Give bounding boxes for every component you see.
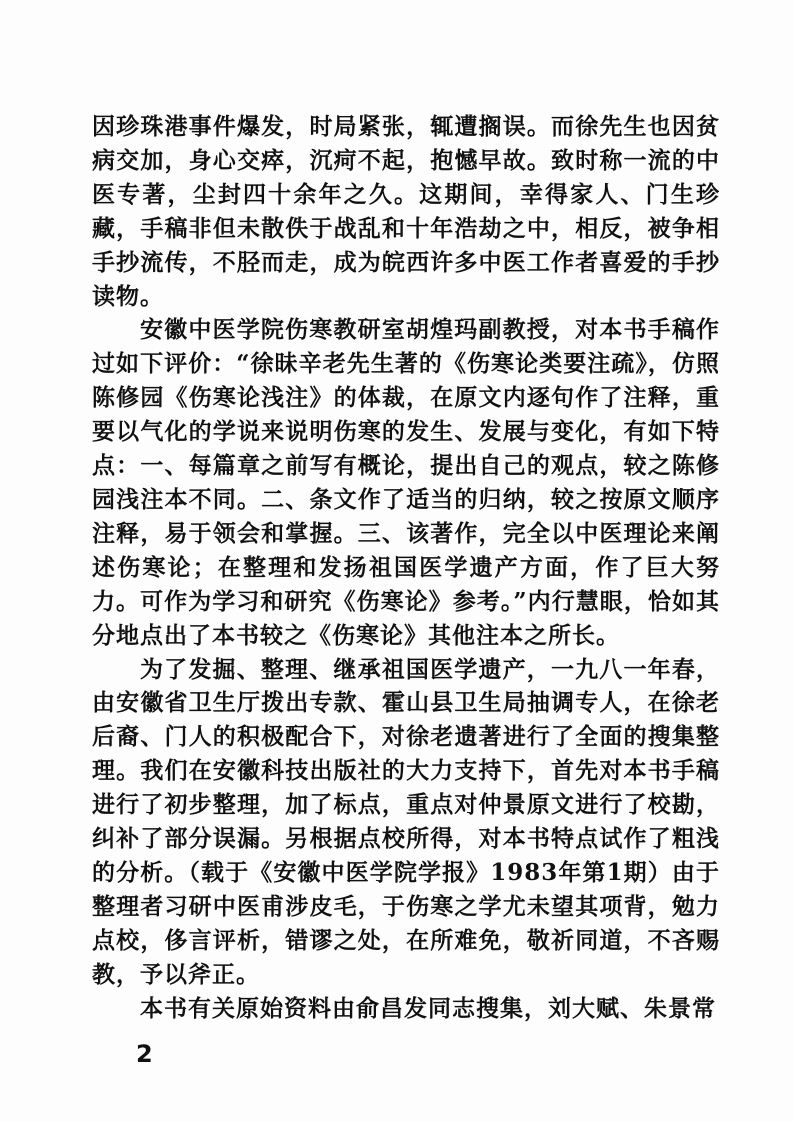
body-text bbox=[92, 110, 720, 1025]
paragraph-acknowledgement: 本书有关原始资料由俞昌发同志搜集，刘大赋、朱景常 bbox=[140, 994, 716, 1022]
paragraph-compilation: 为了发掘、整理、继承祖国医学遗产，一九八一年春，由安徽省卫生厅拨出专款、霍山县卫生局抽调专人，在徐老后裔、门人的积极配合下，对徐老遗著进行了全面的搜集整理。我们在安徽科技出版社的大力支持下，首先对本书手稿进行了初步整理，加了标点，重点对仲景原文进行了校勘，纠补了部分误漏。另根据点校所得，对本书特点试作了粗浅的分析。（载于《安徽中医学院学报》1983年第1期）由于整理者习研中医甫涉皮毛，于伤寒之学尤未望其项背，勉力点校，侈言评析，错谬之处，在所难免，敬祈同道，不吝赐教，予以斧正。 bbox=[92, 655, 720, 988]
page-number: 2 bbox=[136, 1040, 153, 1068]
paragraph-evaluation: 安徽中医学院伤寒教研室胡煌玛副教授，对本书手稿作过如下评价：“徐昧辛老先生著的《伤寒论类要注疏》，仿照陈修园《伤寒论浅注》的体裁，在原文内逐句作了注释，重要以气化的学说来说明伤寒的发生、发展与变化，有如下特点：一、每篇章之前写有概论，提出自己的观点，较之陈修园浅注本不同。二、条文作了适当的归纳，较之按原文顺序注释，易于领会和掌握。三、该著作，完全以中医理论来阐述伤寒论；在整理和发扬祖国医学遗产方面，作了巨大努力。可作为学习和研究《伤寒论》参考。”内行慧眼，恰如其分地点出了本书较之《伤寒论》其他注本之所长。 bbox=[92, 316, 720, 649]
paragraph-continuation: 因珍珠港事件爆发，时局紧张，辄遭搁误。而徐先生也因贫病交加，身心交瘁，沉疴不起，抱憾早故。致时称一流的中医专著，尘封四十余年之久。这期间，幸得家人、门生珍藏，手稿非但未散佚于战乱和十年浩劫之中，相反，被争相手抄流传，不胫而走，成为皖西许多中医工作者喜爱的手抄读物。 bbox=[92, 113, 720, 310]
